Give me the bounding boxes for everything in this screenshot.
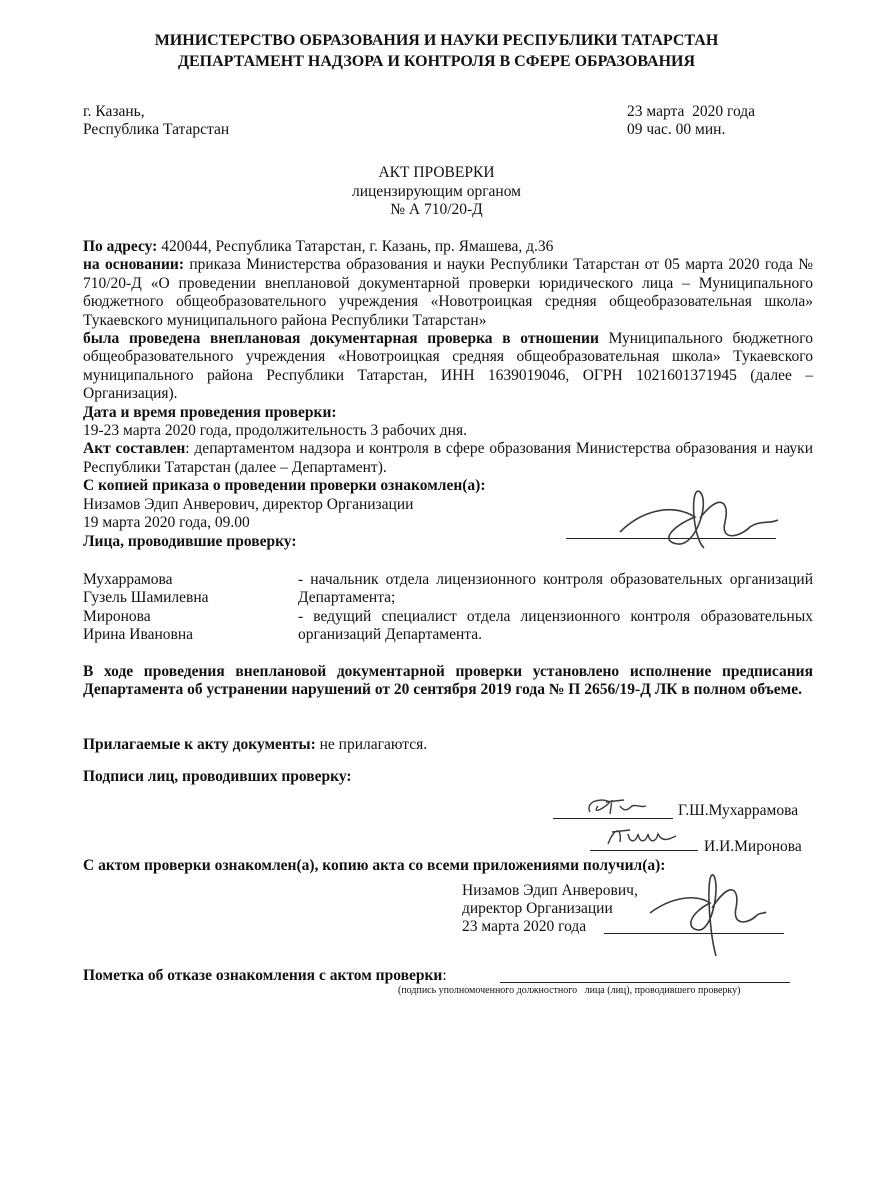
order-ack-label: С копией приказа о проведении проверки ознакомлен(а): [83, 477, 486, 495]
basis-paragraph [83, 256, 813, 330]
signatures-label: Подписи лиц, проводивших проверку: [83, 768, 352, 785]
department-title: ДЕПАРТАМЕНТ НАДЗОРА И КОНТРОЛЯ В СФЕРЕ ОБРАЗОВАНИЯ [177, 53, 696, 70]
composed-paragraph [83, 440, 813, 477]
inspector-surname: Миронова [83, 607, 151, 625]
inspectors-list [83, 571, 813, 645]
sig2-signature [600, 822, 685, 852]
city: г. Казань, [83, 103, 145, 120]
conclusion-paragraph: В ходе проведения внеплановой документарной проверки установлено исполнение предписания Департамента об устранении нарушений от 20 сентября 2019 года № П 2656/19-Д ЛК в полном объеме. [83, 663, 813, 699]
ministry-title: МИНИСТЕРСТВО ОБРАЗОВАНИЯ И НАУКИ РЕСПУБЛИКИ ТАТАРСТАН [154, 32, 719, 49]
act-title: АКТ ПРОВЕРКИ [378, 164, 495, 181]
act-date: 23 марта 2020 года [627, 103, 756, 120]
period-value: 19-23 марта 2020 года, продолжительность 3 рабочих дня. [83, 422, 467, 440]
sig1-signature [580, 792, 660, 822]
act-ack-position: директор Организации [462, 900, 613, 917]
inspector-name: Гузель Шамилевна [83, 589, 209, 607]
attachments-label: Прилагаемые к акту документы: [83, 736, 316, 753]
act-number: № А 710/20-Д [390, 201, 483, 218]
inspector-row [83, 608, 813, 645]
act-subtitle: лицензирующим органом [351, 183, 521, 200]
act-ack-date: 23 марта 2020 года [462, 918, 587, 935]
inspectors-label: Лица, проводившие проверку: [83, 532, 297, 550]
inspector-surname: Мухаррамова [83, 571, 173, 588]
address-line [83, 238, 813, 256]
address-label: По адресу: [83, 238, 158, 255]
refusal-line [83, 967, 447, 985]
attachments-line [83, 736, 427, 754]
order-ack-person: Низамов Эдип Анверович, директор Организации [83, 495, 414, 513]
attachments-value: не прилагаются. [315, 736, 428, 753]
order-ack-date: 19 марта 2020 года, 09.00 [83, 514, 250, 532]
inspection-paragraph [83, 330, 813, 404]
refusal-caption: (подпись уполномоченного должностного лица (лиц), проводившего проверку) [398, 985, 741, 996]
basis-label: на основании: [83, 256, 185, 274]
act-ack-signature [640, 868, 770, 963]
act-ack-label: С актом проверки ознакомлен(а), копию акта со всеми приложениями получил(а): [83, 857, 666, 874]
period-label: Дата и время проведения проверки: [83, 403, 337, 421]
inspector-role: - начальник отдела лицензионного контроля образовательных организаций Департамента; [298, 571, 813, 607]
inspector-name: Ирина Ивановна [83, 626, 194, 644]
refusal-label: Пометка об отказе ознакомления с актом проверки [83, 967, 443, 984]
sig2-name: И.И.Миронова [704, 838, 802, 855]
composed-value: : департаментом надзора и контроля в сфере образования Министерства образования и науки Республики Татарстан (далее – Департамент). [83, 440, 813, 476]
refusal-signature-line [500, 982, 790, 983]
address-value: 420044, Республика Татарстан, г. Казань, пр. Ямашева, д.36 [157, 238, 554, 255]
act-ack-person: Низамов Эдип Анверович, [462, 882, 638, 899]
inspector-row [83, 571, 813, 608]
act-time: 09 час. 00 мин. [627, 121, 726, 138]
basis-value: приказа Министерства образования и науки Республики Татарстан от 05 марта 2020 года № 710/20-Д «О проведении внеплановой документарной проверки юридического лица – Муниципального бюджетного общеобразовательного учреждения «Новотроицкая средняя общеобразовательная школа» Тукаевского муниципального района Республики Татарстан» [83, 256, 813, 329]
inspection-label: была проведена внеплановая документарная проверка в отношении [83, 330, 599, 348]
inspector-role: - ведущий специалист отдела лицензионного контроля образовательных организаций Департамента. [298, 607, 813, 644]
refusal-colon: : [442, 967, 447, 984]
region: Республика Татарстан [83, 121, 230, 138]
composed-label: Акт составлен [83, 440, 186, 458]
inspection-value: Муниципального бюджетного общеобразовательного учреждения «Новотроицкая средняя общеобразовательная школа» Тукаевского муниципального района Республики Татарстан, ИНН 1639019046, ОГРН 1021601371945 (далее – Организация). [83, 330, 813, 403]
order-ack-signature [600, 482, 790, 562]
sig1-name: Г.Ш.Мухаррамова [678, 802, 799, 819]
